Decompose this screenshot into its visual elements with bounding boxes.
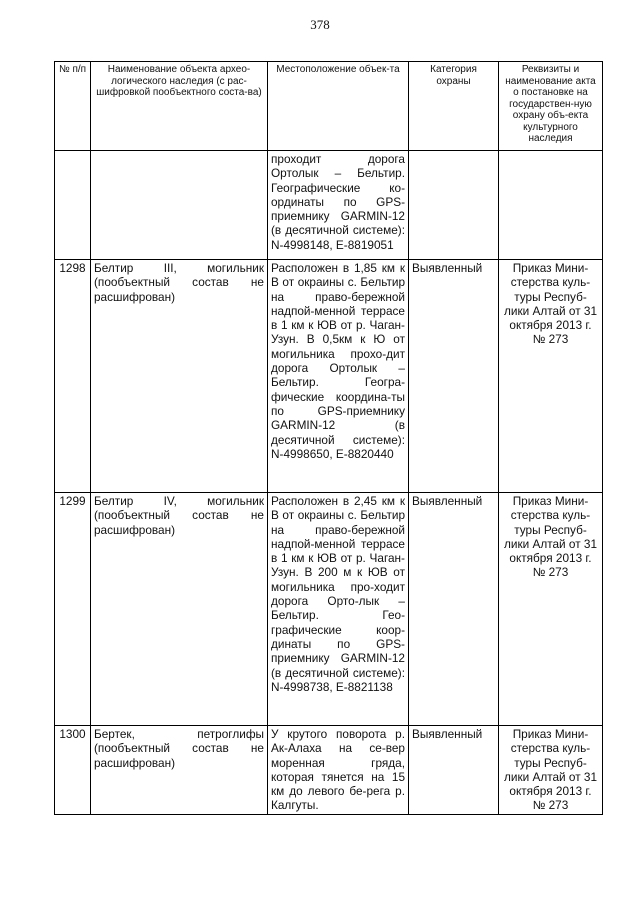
cell-category <box>409 151 499 260</box>
table-header-row <box>55 62 603 151</box>
cell-act <box>499 151 603 260</box>
header-protection-category: Категория охраны <box>409 62 499 151</box>
table-row <box>55 726 603 815</box>
cell-name: Белтир IV, могильник (пообъектный состав не расшифрован) <box>91 493 268 726</box>
header-number: № п/п <box>55 62 91 151</box>
cell-act: Приказ Мини-стерства куль-туры Респуб-лики Алтай от 31 октября 2013 г. № 273 <box>499 726 603 815</box>
cell-name: Бертек, петроглифы (пообъектный состав не расшифрован) <box>91 726 268 815</box>
cell-number: 1300 <box>55 726 91 815</box>
cell-location: проходит дорога Ортолык – Бельтир. Географические ко-ординаты по GPS-приемнику GARMIN-12 (в десятичной системе): N-4998148, E-8819051 <box>268 151 409 260</box>
cell-category: Выявленный <box>409 726 499 815</box>
cell-number: 1299 <box>55 493 91 726</box>
table-row <box>55 260 603 493</box>
cell-category: Выявленный <box>409 493 499 726</box>
table-row <box>55 493 603 726</box>
page-number: 378 <box>310 17 330 32</box>
cell-category: Выявленный <box>409 260 499 493</box>
cell-act: Приказ Мини-стерства куль-туры Респуб-лики Алтай от 31 октября 2013 г. № 273 <box>499 260 603 493</box>
cell-location: Расположен в 2,45 км к В от окраины с. Бельтир на право-бережной надпой-менной террасе в 1 км к ЮВ от р. Чаган-Узун. В 200 м к ЮВ от могильника про-ходит дорога Орто-лык – Бельтир. Гео-графические коор-динаты по GPS-приемнику GARMIN-12 (в десятичной системе): N-4998738, E-8821138 <box>268 493 409 726</box>
cell-name <box>91 151 268 260</box>
cell-location: У крутого поворота р. Ак-Алаха на се-вер моренная гряда, которая тянется на 15 км до левого бе-рега р. Калгуты. <box>268 726 409 815</box>
cell-number <box>55 151 91 260</box>
header-location: Местоположение объек-та <box>268 62 409 151</box>
cell-location: Расположен в 1,85 км к В от окраины с. Бельтир на право-бережной надпой-менной террасе в 1 км к ЮВ от р. Чаган-Узун. В 0,5км к Ю от могильника прохо-дит дорога Ортолык – Бельтир. Геогра-фические координа-ты по GPS-приемнику GARMIN-12 (в десятичной системе): N-4998650, E-8820440 <box>268 260 409 493</box>
cell-name: Белтир III, могильник (пообъектный состав не расшифрован) <box>91 260 268 493</box>
heritage-registry-table <box>54 61 603 815</box>
header-legal-act: Реквизиты и наименование акта о постановке на государствен-ную охрану объ-екта культурного наследия <box>499 62 603 151</box>
cell-number: 1298 <box>55 260 91 493</box>
cell-act: Приказ Мини-стерства куль-туры Респуб-лики Алтай от 31 октября 2013 г. № 273 <box>499 493 603 726</box>
table-row-continuation <box>55 151 603 260</box>
header-object-name: Наименование объекта архео-логического наследия (с рас-шифровкой пообъектного соста-ва) <box>91 62 268 151</box>
